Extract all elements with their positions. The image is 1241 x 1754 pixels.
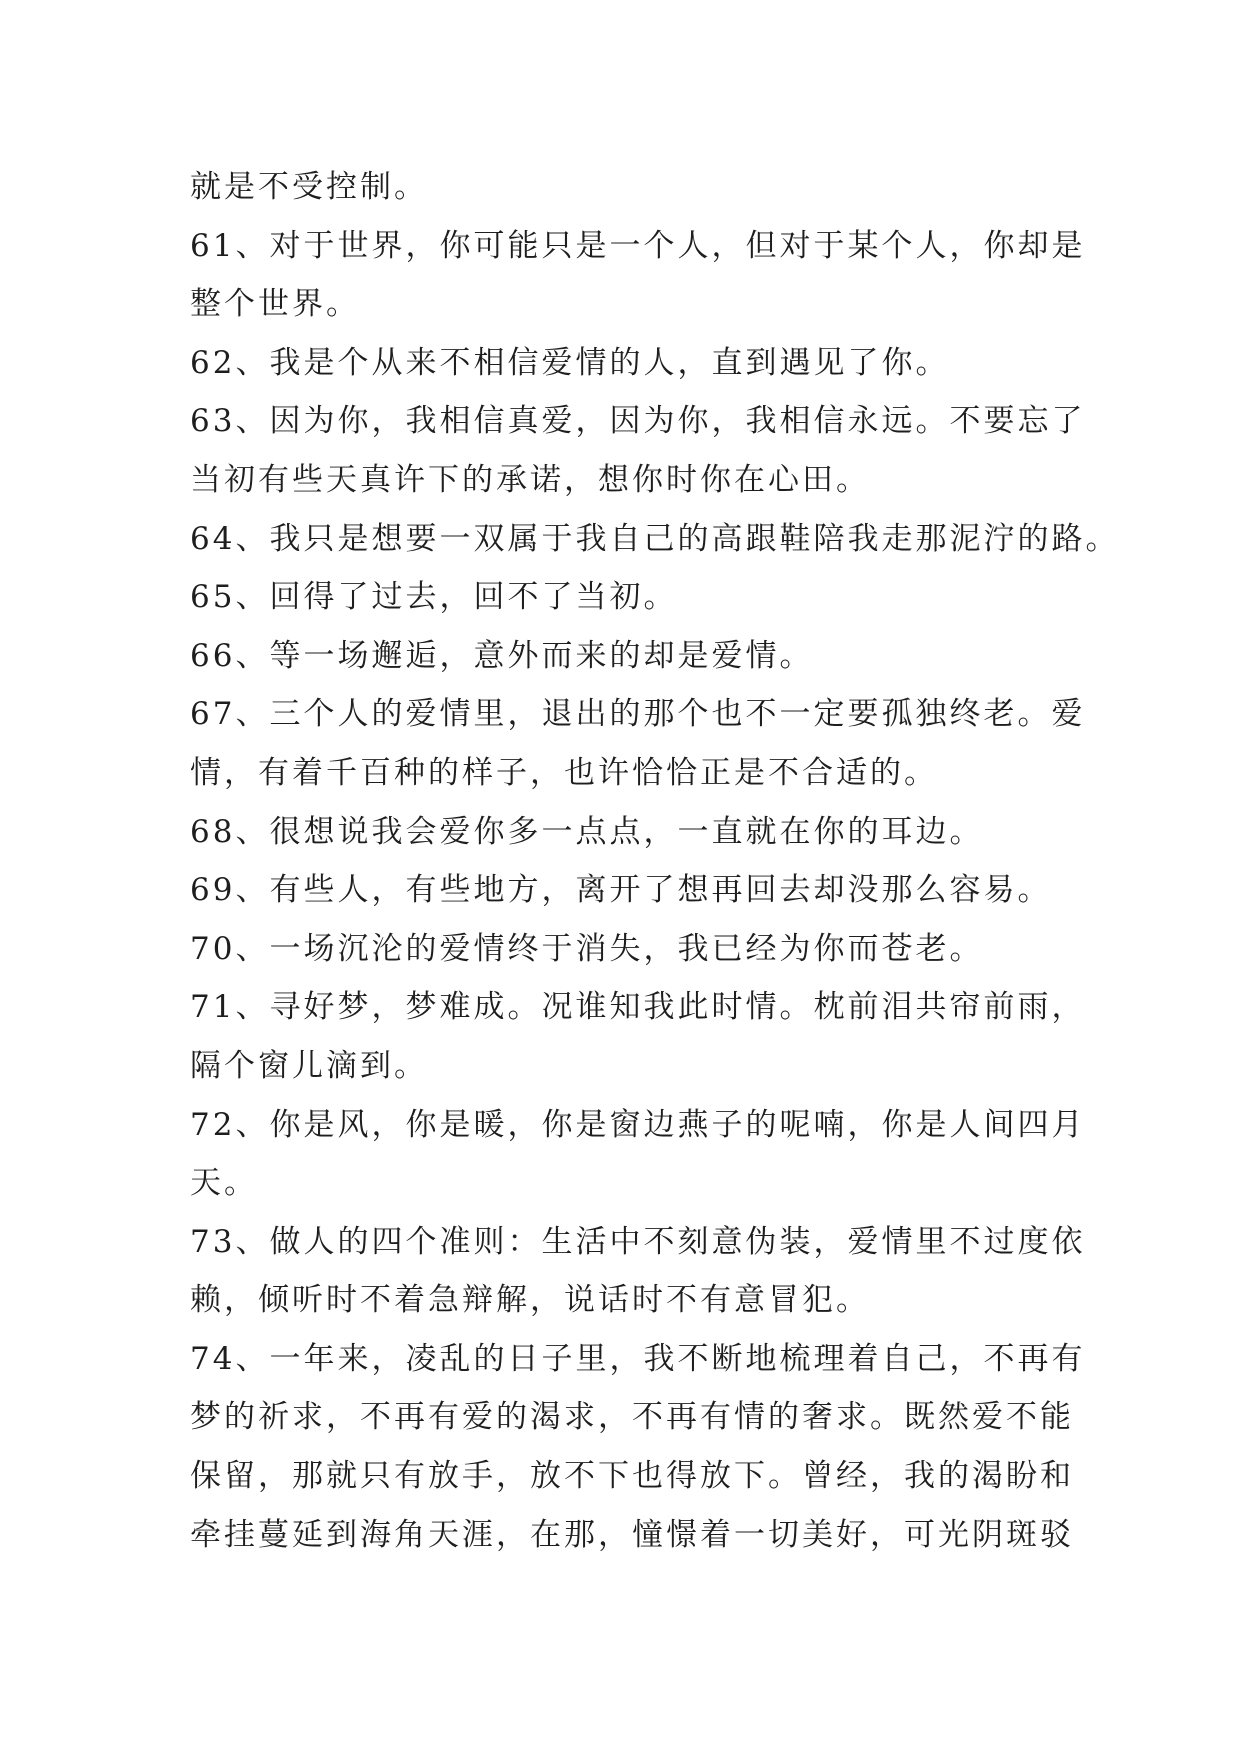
text-line: 当初有些天真许下的承诺，想你时你在心田。: [190, 461, 870, 498]
text-line: 隔个窗儿滴到。: [190, 1047, 428, 1084]
document-body: [190, 158, 1120, 1564]
text-line: 70、一场沉沦的爱情终于消失，我已经为你而苍老。: [190, 930, 984, 967]
text-line: 62、我是个从来不相信爱情的人，直到遇见了你。: [190, 344, 950, 381]
text-line: 牵挂蔓延到海角天涯，在那，憧憬着一切美好，可光阴斑驳: [190, 1516, 1074, 1553]
text-line: 61、对于世界，你可能只是一个人，但对于某个人，你却是: [190, 227, 1086, 264]
text-line: 69、有些人，有些地方，离开了想再回去却没那么容易。: [190, 872, 1052, 909]
text-line: 66、等一场邂逅，意外而来的却是爱情。: [190, 637, 814, 674]
text-line: 65、回得了过去，回不了当初。: [190, 579, 678, 616]
text-line: 74、一年来，凌乱的日子里，我不断地梳理着自己，不再有: [190, 1340, 1086, 1377]
text-line: 赖，倾听时不着急辩解，说话时不有意冒犯。: [190, 1282, 870, 1319]
text-line: 67、三个人的爱情里，退出的那个也不一定要孤独终老。爱: [190, 696, 1086, 733]
text-line: 整个世界。: [190, 286, 360, 323]
text-line: 64、我只是想要一双属于我自己的高跟鞋陪我走那泥泞的路。: [190, 520, 1120, 557]
text-line: 天。: [190, 1165, 258, 1202]
text-line: 保留，那就只有放手，放不下也得放下。曾经，我的渴盼和: [190, 1458, 1074, 1495]
text-line: 68、很想说我会爱你多一点点，一直就在你的耳边。: [190, 813, 984, 850]
text-line: 73、做人的四个准则：生活中不刻意伪装，爱情里不过度依: [190, 1223, 1086, 1260]
text-line: 情，有着千百种的样子，也许恰恰正是不合适的。: [190, 754, 938, 791]
text-line: 71、寻好梦，梦难成。况谁知我此时情。枕前泪共帘前雨，: [190, 989, 1086, 1026]
text-line: 梦的祈求，不再有爱的渴求，不再有情的奢求。既然爱不能: [190, 1399, 1074, 1436]
text-line: 63、因为你，我相信真爱，因为你，我相信永远。不要忘了: [190, 403, 1086, 440]
text-line: 就是不受控制。: [190, 169, 428, 205]
text-line: 72、你是风，你是暖，你是窗边燕子的呢喃，你是人间四月: [190, 1106, 1086, 1143]
